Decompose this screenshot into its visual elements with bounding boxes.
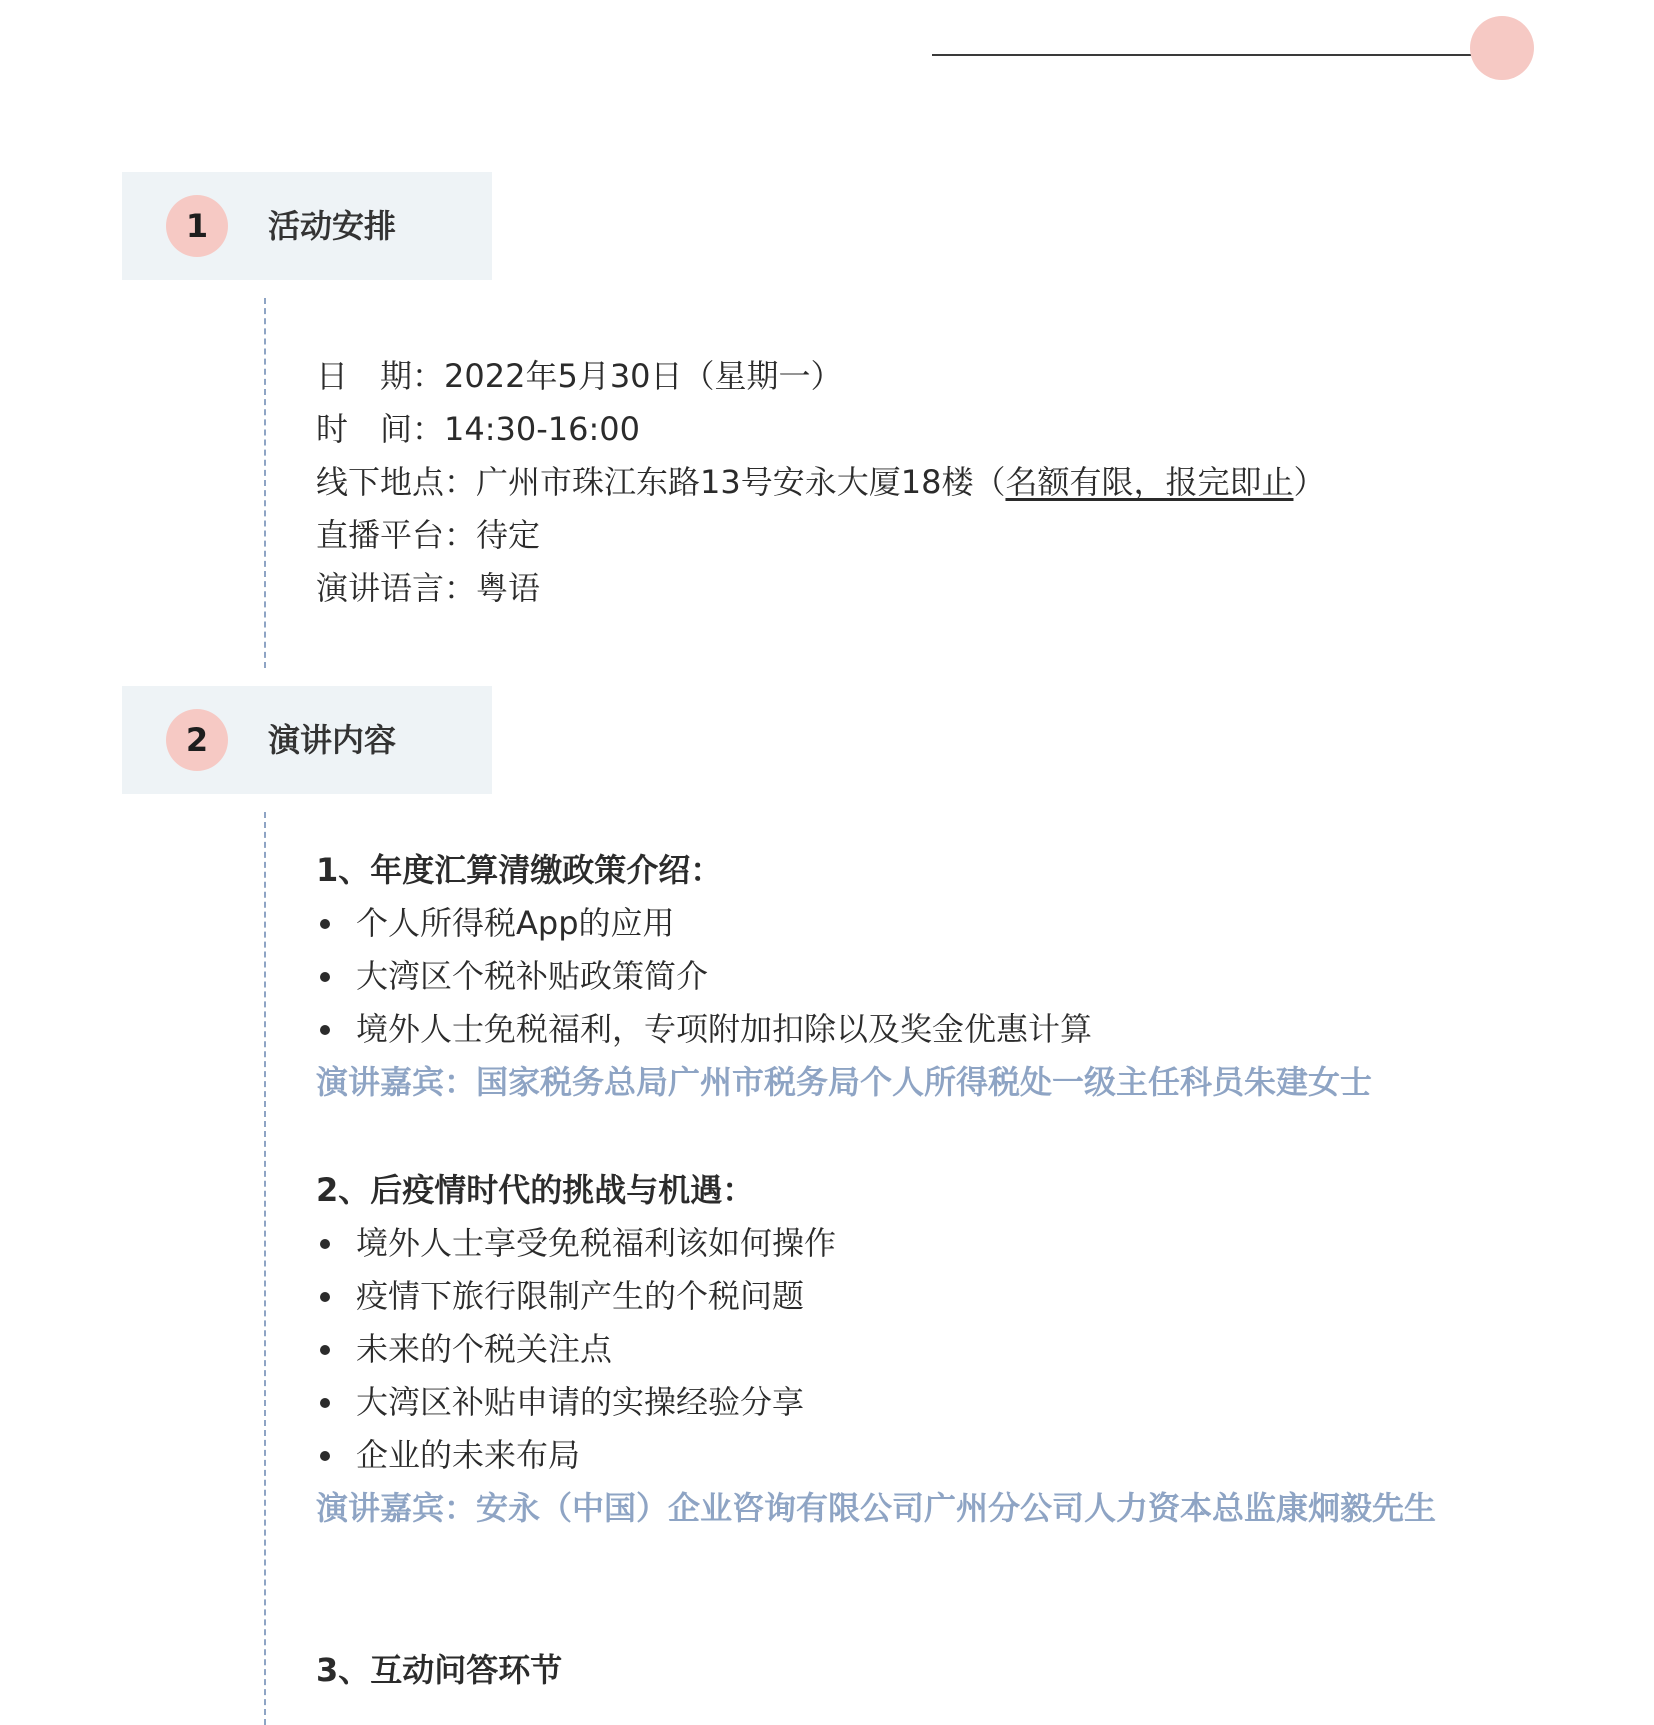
talk-2 [316,1164,1566,1535]
section-title-2: 演讲内容 [268,721,397,759]
talk-heading: 2、后疫情时代的挑战与机遇： [316,1171,755,1209]
venue-note: 名额有限，报完即止 [1005,463,1294,501]
platform-value: 待定 [476,516,541,554]
venue-value: 广州市珠江东路13号安永大厦18楼（ [476,463,1006,501]
section-header-1 [122,172,492,280]
talk-heading: 3、互动问答环节 [316,1651,563,1689]
section-divider-1 [264,298,266,668]
talk-3 [316,1644,1566,1697]
platform-label: 直播平台： [316,516,477,554]
venue-label: 线下地点： [316,463,477,501]
date-label: 日 期： [316,357,445,395]
speaker-credit: 演讲嘉宾：国家税务总局广州市税务局个人所得税处一级主任科员朱建女士 [316,1063,1373,1101]
list-item: 疫情下旅行限制产生的个税问题 [316,1270,1566,1323]
header-dot [1470,16,1534,80]
list-item: 境外人士免税福利，专项附加扣除以及奖金优惠计算 [316,1003,1566,1056]
talk-heading: 1、年度汇算清缴政策介绍： [316,851,723,889]
section-title-1: 活动安排 [268,207,397,245]
speaker-credit: 演讲嘉宾：安永（中国）企业咨询有限公司广州分公司人力资本总监康炯毅先生 [316,1489,1437,1527]
list-item: 未来的个税关注点 [316,1323,1566,1376]
venue-row [316,456,1566,509]
talk-1 [316,844,1566,1109]
list-item: 大湾区补贴申请的实操经验分享 [316,1376,1566,1429]
time-label: 时 间： [316,410,445,448]
date-row [316,350,1566,403]
language-value: 粤语 [476,569,541,607]
section-number-2: 2 [166,709,228,771]
time-value: 14:30-16:00 [444,410,640,448]
header-rule [932,54,1512,56]
language-row [316,562,1566,615]
schedule-block [316,350,1566,615]
list-item: 大湾区个税补贴政策简介 [316,950,1566,1003]
list-item: 企业的未来布局 [316,1429,1566,1482]
date-value: 2022年5月30日（星期一） [444,357,843,395]
time-row [316,403,1566,456]
language-label: 演讲语言： [316,569,477,607]
section-divider-2 [264,812,266,1725]
platform-row [316,509,1566,562]
list-item: 境外人士享受免税福利该如何操作 [316,1217,1566,1270]
section-header-2 [122,686,492,794]
section-number-1: 1 [166,195,228,257]
list-item: 个人所得税App的应用 [316,897,1566,950]
venue-close: ） [1293,463,1326,501]
